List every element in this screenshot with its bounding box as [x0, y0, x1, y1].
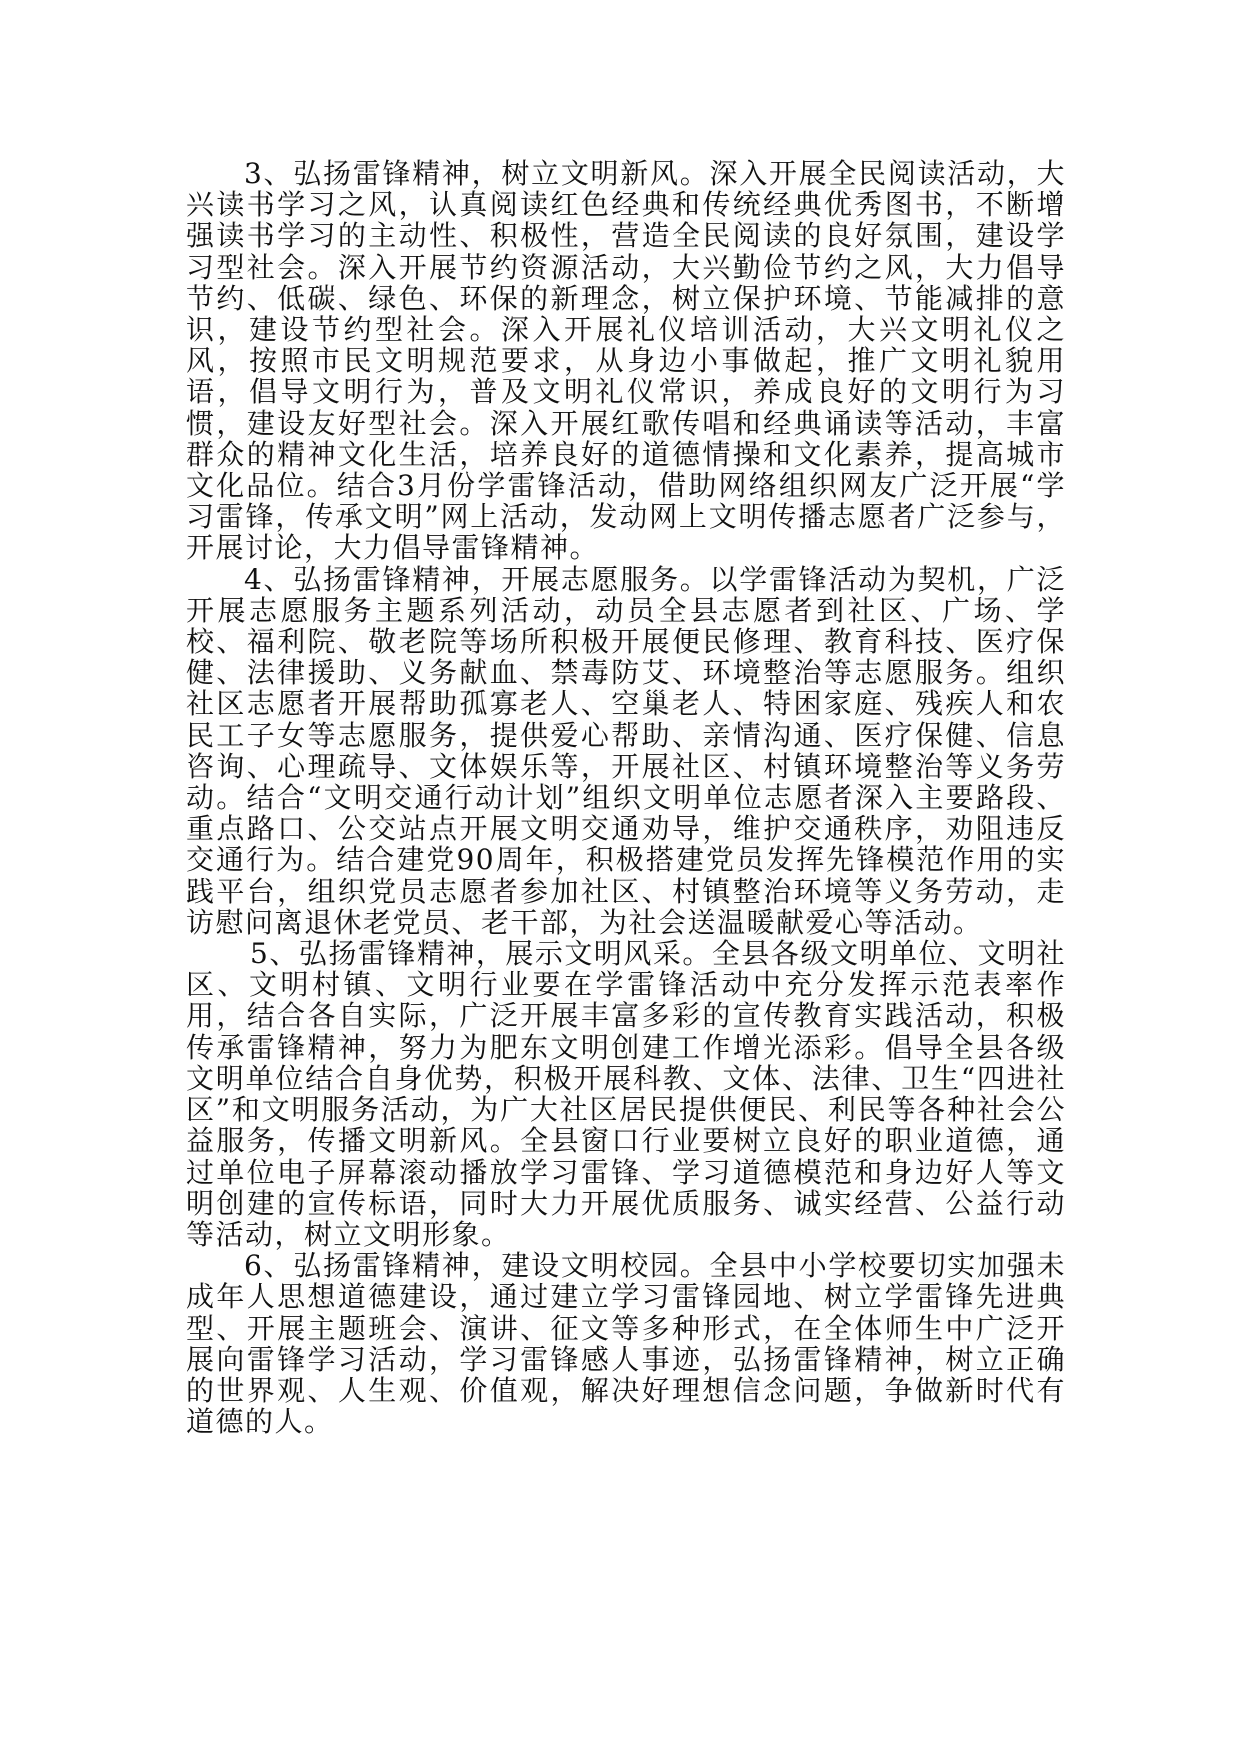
paragraph-4: 4、弘扬雷锋精神，开展志愿服务。以学雷锋活动为契机，广泛开展志愿服务主题系列活动，动员全县志愿者到社区、广场、学校、福利院、敬老院等场所积极开展便民修理、教育科技、医疗保健、法律援助、义务献血、禁毒防艾、环境整治等志愿服务。组织社区志愿者开展帮助孤寡老人、空巢老人、特困家庭、残疾人和农民工子女等志愿服务，提供爱心帮助、亲情沟通、医疗保健、信息咨询、心理疏导、文体娱乐等，开展社区、村镇环境整治等义务劳动。结合“文明交通行动计划”组织文明单位志愿者深入主要路段、重点路口、公交站点开展文明交通劝导，维护交通秩序，劝阻违反交通行为。结合建党90周年，积极搭建党员发挥先锋模范作用的实践平台，组织党员志愿者参加社区、村镇整治环境等义务劳动，走访慰问离退休老党员、老干部，为社会送温暖献爱心等活动。 — [186, 562, 1066, 939]
paragraph-6: 6、弘扬雷锋精神，建设文明校园。全县中小学校要切实加强未成年人思想道德建设，通过建立学习雷锋园地、树立学雷锋先进典型、开展主题班会、演讲、征文等多种形式，在全体师生中广泛开展向雷锋学习活动，学习雷锋感人事迹，弘扬雷锋精神，树立正确的世界观、人生观、价值观，解决好理想信念问题，争做新时代有道德的人。 — [186, 1249, 1066, 1439]
paragraph-3: 3、弘扬雷锋精神，树立文明新风。深入开展全民阅读活动，大兴读书学习之风，认真阅读红色经典和传统经典优秀图书，不断增强读书学习的主动性、积极性，营造全民阅读的良好氛围，建设学习型社会。深入开展节约资源活动，大兴勤俭节约之风，大力倡导节约、低碳、绿色、环保的新理念，树立保护环境、节能减排的意识，建设节约型社会。深入开展礼仪培训活动，大兴文明礼仪之风，按照市民文明规范要求，从身边小事做起，推广文明礼貌用语，倡导文明行为，普及文明礼仪常识，养成良好的文明行为习惯，建设友好型社会。深入开展红歌传唱和经典诵读等活动，丰富群众的精神文化生活，培养良好的道德情操和文化素养，提高城市文化品位。结合3月份学雷锋活动，借助网络组织网友广泛开展“学习雷锋，传承文明”网上活动，发动网上文明传播志愿者广泛参与，开展讨论，大力倡导雷锋精神。 — [186, 157, 1066, 565]
paragraph-5: 5、弘扬雷锋精神，展示文明风采。全县各级文明单位、文明社区、文明村镇、文明行业要在学雷锋活动中充分发挥示范表率作用，结合各自实际，广泛开展丰富多彩的宣传教育实践活动，积极传承雷锋精神，努力为肥东文明创建工作增光添彩。倡导全县各级文明单位结合自身优势，积极开展科教、文体、法律、卫生“四进社区”和文明服务活动，为广大社区居民提供便民、利民等各种社会公益服务，传播文明新风。全县窗口行业要树立良好的职业道德，通过单位电子屏幕滚动播放学习雷锋、学习道德模范和身边好人等文明创建的宣传标语，同时大力开展优质服务、诚实经营、公益行动等活动，树立文明形象。 — [186, 937, 1066, 1251]
document-page — [186, 158, 1066, 1437]
